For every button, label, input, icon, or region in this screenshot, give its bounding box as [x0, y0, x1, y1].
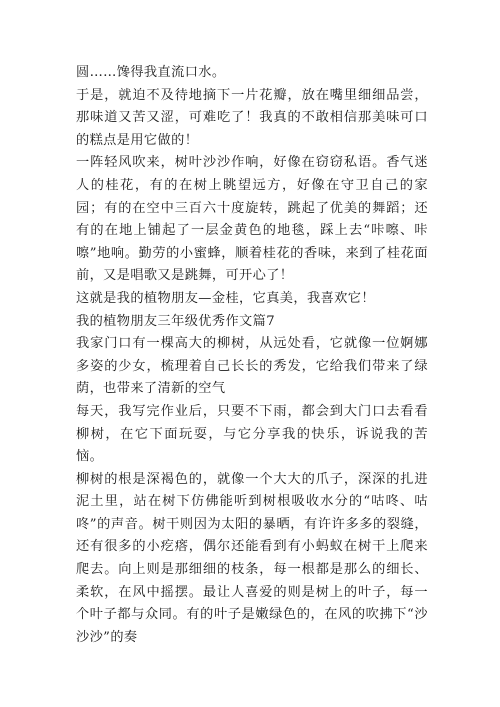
paragraph-willow-intro: 我家门口有一棵高大的柳树，从远处看，它就像一位婀娜多姿的少女，梳理着自己长长的秀发，它给我们带来了绿荫，也带来了清新的空气 — [76, 336, 428, 397]
paragraph-continuation: 圆……馋得我直流口水。 — [76, 65, 226, 80]
paragraph-daily-visit: 每天，我写完作业后，只要不下雨，都会到大门口去看看柳树，在它下面玩耍，与它分享我的快乐，诉说我的苦恼。 — [76, 403, 428, 465]
essay-heading: 我的植物朋友三年级优秀作文篇7 — [76, 313, 276, 329]
document-body — [76, 62, 428, 649]
paragraph-willow-description: 柳树的根是深褐色的，就像一个大大的爪子，深深的扎进泥土里，站在树下仿佛能听到树根吸收水分的“咕咚、咕咚”的声音。树干则因为太阳的暴晒，有许许多多的裂缝，还有很多的小疙瘩，偶尔还能看到有小蚂蚁在树干上爬来爬去。向上则是那细细的枝条，每一根都是那么的细长、柔软，在风中摇摆。最让人喜爱的则是树上的叶子，每一个叶子都与众同。有的叶子是嫩绿色的，在风的吹拂下“沙沙沙”的奏 — [76, 471, 428, 645]
paragraph-breeze: 一阵轻风吹来，树叶沙沙作响，好像在窃窃私语。香气迷人的桂花，有的在树上眺望远方，好像在守卫自己的家园；有的在空中三百六十度旋转，跳起了优美的舞蹈；还有的在地上铺起了一层金黄色的地毯，踩上去“咔嚓、咔嚓”地响。勤劳的小蜜蜂，顺着桂花的香味，来到了桂花面前，又是唱歌又是跳舞，可开心了！ — [76, 155, 428, 284]
paragraph-conclusion: 这就是我的植物朋友—金桂，它真美，我喜欢它！ — [76, 290, 375, 306]
paragraph-tasting: 于是，就迫不及待地摘下一片花瓣，放在嘴里细细品尝，那味道又苦又涩，可难吃了！我真的不敢相信那美味可口的糕点是用它做的！ — [76, 87, 428, 148]
